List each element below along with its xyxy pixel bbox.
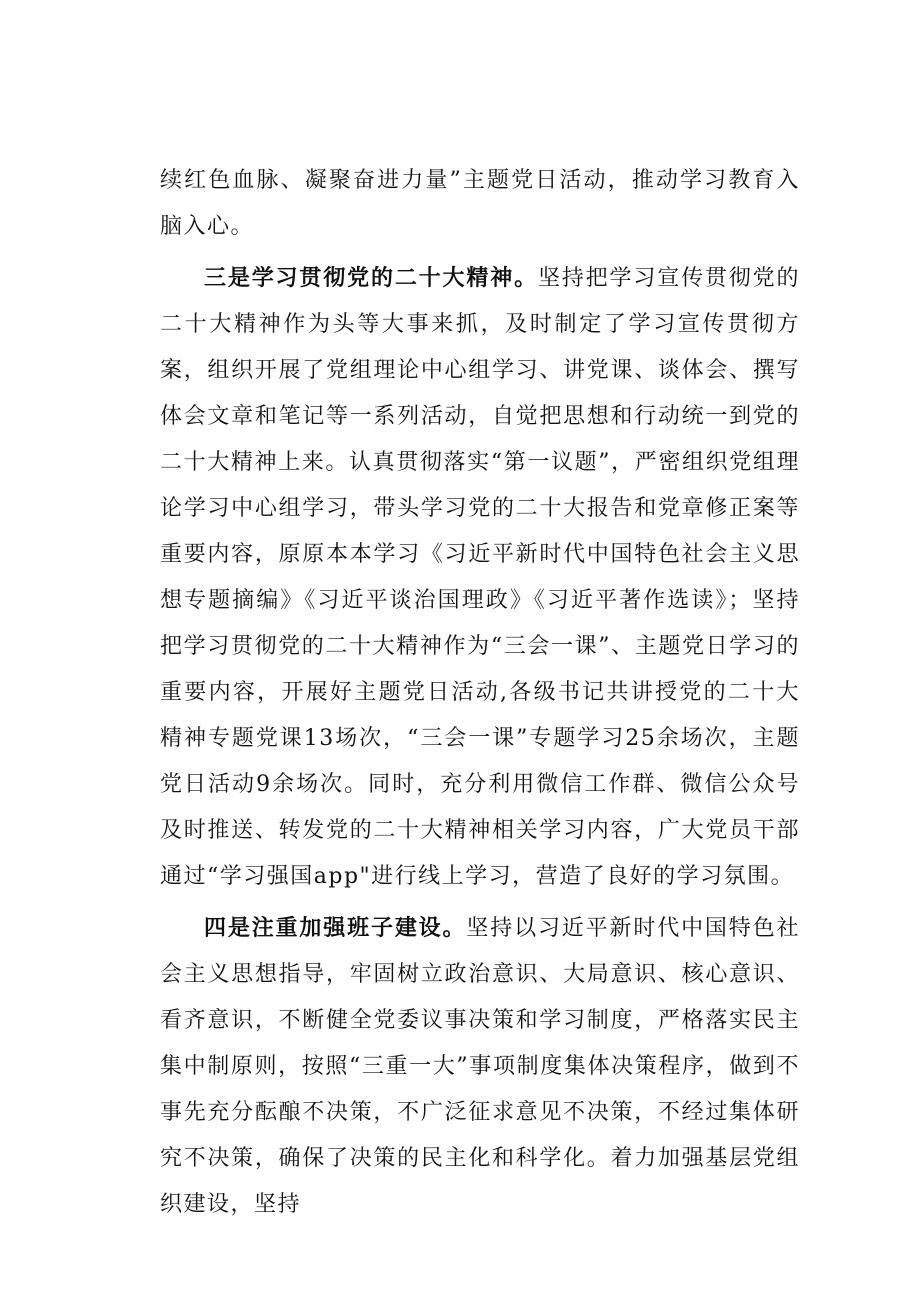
paragraph-continuation [160,158,800,250]
paragraph-body: 坚持把学习宣传贯彻党的二十大精神作为头等大事来抓，及时制定了学习宣传贯彻方案，组织开展了党组理论中心组学习、讲党课、谈体会、撰写体会文章和笔记等一系列活动，自觉把思想和行动统一到党的二十大精神上来。认真贯彻落实“第一议题”，严密组织党组理论学习中心组学习，带头学习党的二十大报告和党章修正案等重要内容，原原本本学习《习近平新时代中国特色社会主义思想专题摘编》《习近平谈治国理政》《习近平著作选读》；坚持把学习贯彻党的二十大精神作为“三会一课”、主题党日学习的重要内容，开展好主题党日活动,各级书记共讲授党的二十大精神专题党课13场次，“三会一课”专题学习25余场次，主题党日活动9余场次。同时，充分利用微信工作群、微信公众号及时推送、转发党的二十大精神相关学习内容，广大党员干部通过“学习强国app"进行线上学习，营造了良好的学习氛围。 [160,266,800,889]
paragraph-body: 续红色血脉、凝聚奋进力量”主题党日活动，推动学习教育入脑入心。 [160,168,800,239]
paragraph-heading: 三是学习贯彻党的二十大精神。 [204,265,538,291]
document-body [160,158,800,1233]
paragraph-heading: 四是注重加强班子建设。 [204,915,467,941]
paragraph-four [160,905,800,1228]
paragraph-three [160,255,800,900]
paragraph-body: 坚持以习近平新时代中国特色社会主义思想指导，牢固树立政治意识、大局意识、核心意识、看齐意识，不断健全党委议事决策和学习制度，严格落实民主集中制原则，按照“三重一大”事项制度集体决策程序，做到不事先充分酝酿不决策，不广泛征求意见不决策，不经过集体研究不决策，确保了决策的民主化和科学化。着力加强基层党组织建设，坚持 [160,916,800,1217]
